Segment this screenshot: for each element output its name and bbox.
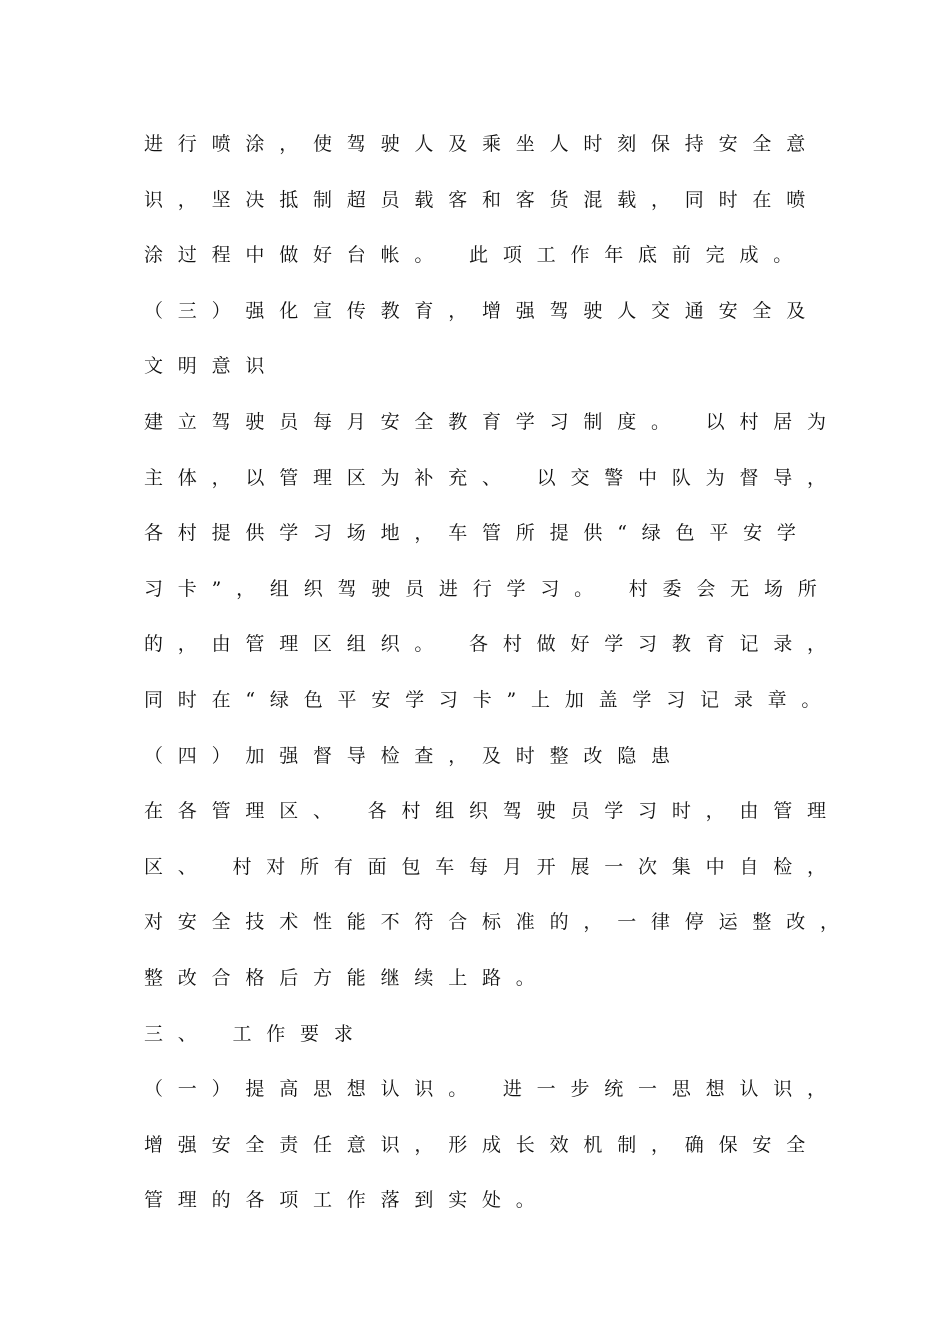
text-line: 建立驾驶员每月安全教育学习制度。 以村居为 bbox=[144, 410, 841, 433]
section-heading: （三）强化宣传教育，增强驾驶人交通安全及 bbox=[144, 299, 821, 322]
text-line: 在各管理区、 各村组织驾驶员学习时，由管理 bbox=[144, 800, 841, 823]
document-body bbox=[144, 128, 864, 1240]
text-line: 主体，以管理区为补充、 以交警中队为督导， bbox=[144, 466, 841, 489]
text-line: 增强安全责任意识，形成长效机制，确保安全 bbox=[144, 1133, 821, 1156]
text-line: 各村提供学习场地，车管所提供“绿色平安学 bbox=[144, 522, 811, 545]
section-heading: 三、 工作要求 bbox=[144, 1022, 368, 1045]
text-line: 区、 村对所有面包车每月开展一次集中自检， bbox=[144, 855, 841, 878]
text-line: 同时在“绿色平安学习卡”上加盖学习记录章。 bbox=[144, 688, 836, 711]
text-line: 识，坚决抵制超员载客和客货混载，同时在喷 bbox=[144, 188, 821, 211]
section-heading: （四）加强督导检查，及时整改隐患 bbox=[144, 744, 685, 767]
text-line: 整改合格后方能继续上路。 bbox=[144, 966, 550, 989]
text-line: （一）提高思想认识。 进一步统一思想认识， bbox=[144, 1078, 841, 1101]
text-line: 涂过程中做好台帐。 此项工作年底前完成。 bbox=[144, 244, 808, 267]
text-line: 管理的各项工作落到实处。 bbox=[144, 1189, 550, 1212]
text-line: 对安全技术性能不符合标准的，一律停运整改， bbox=[144, 911, 854, 934]
text-line: 习卡”，组织驾驶员进行学习。 村委会无场所 bbox=[144, 577, 832, 600]
section-heading: 文明意识 bbox=[144, 355, 280, 378]
text-line: 的，由管理区组织。 各村做好学习教育记录， bbox=[144, 633, 841, 656]
text-line: 进行喷涂，使驾驶人及乘坐人时刻保持安全意 bbox=[144, 133, 821, 155]
